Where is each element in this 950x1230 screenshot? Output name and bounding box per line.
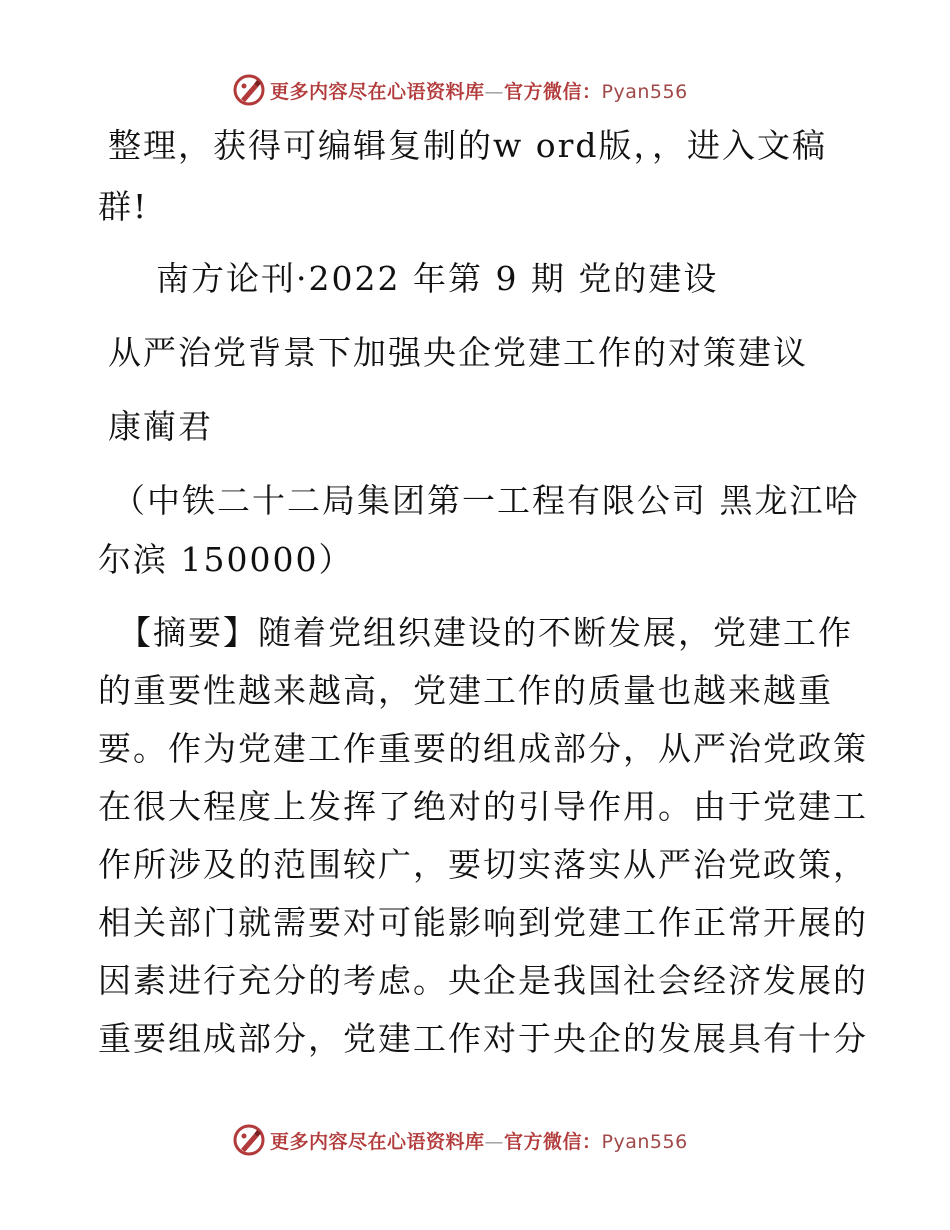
watermark-text-bottom: 更多内容尽在心语资料库—官方微信：Pyan556 [270,1130,688,1153]
intro-line-2: 群! [98,187,149,226]
pen-logo-icon [232,73,266,107]
journal-header: 南方论刊·2022 年第 9 期 党的建设 [156,259,719,298]
abstract-line-8: 重要组成部分，党建工作对于央企的发展具有十分 [98,1019,868,1058]
intro-line-1: 整理，获得可编辑复制的w ord版，，进入文稿 [108,126,828,165]
abstract-line-6: 相关部门就需要对可能影响到党建工作正常开展的 [98,903,868,942]
abstract-line-5: 作所涉及的范围较广，要切实落实从严治党政策， [98,845,868,884]
affiliation-line-2: 尔滨 150000） [98,540,354,579]
abstract-line-2: 的重要性越来越高，党建工作的质量也越来越重 [98,671,833,710]
abstract-line-3: 要。作为党建工作重要的组成部分，从严治党政策 [98,729,868,768]
abstract-line-7: 因素进行充分的考虑。央企是我国社会经济发展的 [98,961,868,1000]
watermark-text-top: 更多内容尽在心语资料库—官方微信：Pyan556 [270,80,688,103]
watermark-banner-bottom [232,1122,688,1158]
watermark-banner-top [232,72,688,108]
article-author: 康蔺君 [108,407,213,446]
pen-logo-icon [232,1123,266,1157]
abstract-line-4: 在很大程度上发挥了绝对的引导作用。由于党建工 [98,787,868,826]
article-title: 从严治党背景下加强央企党建工作的对策建议 [108,333,808,372]
affiliation-line-1: （中铁二十二局集团第一工程有限公司 黑龙江哈 [112,481,860,520]
abstract-line-1: 【摘要】随着党组织建设的不断发展，党建工作 [118,613,853,652]
